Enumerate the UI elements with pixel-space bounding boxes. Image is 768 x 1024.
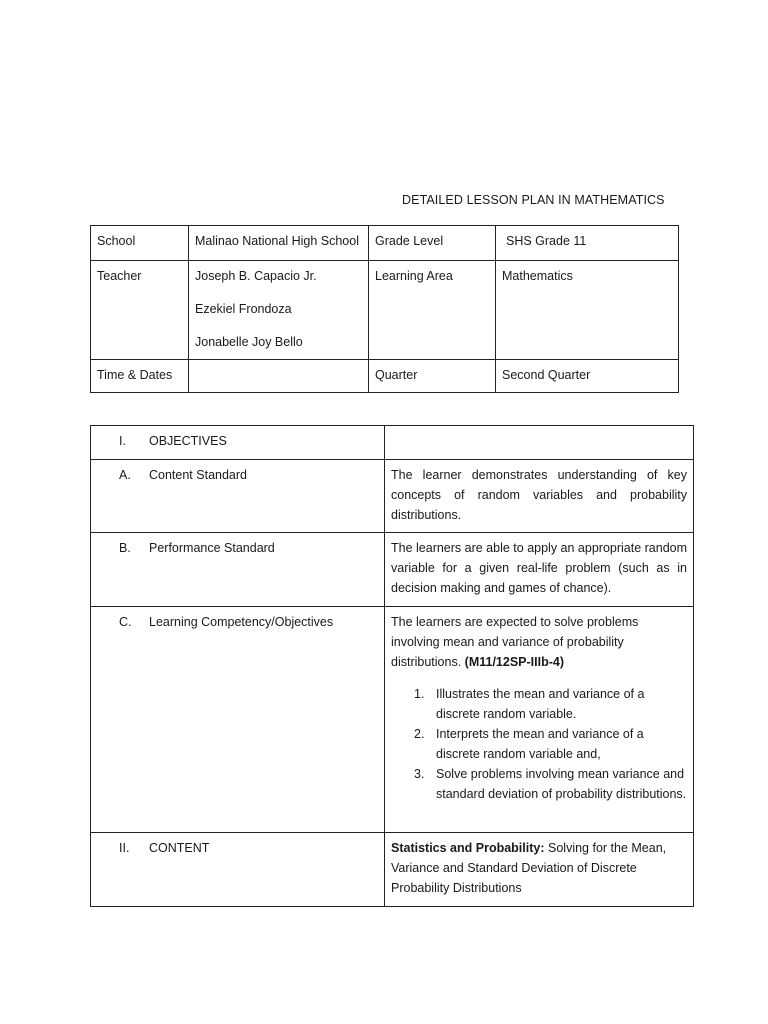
- content-bold-prefix: Statistics and Probability:: [391, 841, 545, 855]
- teacher-name: Joseph B. Capacio Jr.: [195, 269, 317, 283]
- content-standard-label-cell: A. Content Standard: [91, 460, 385, 533]
- school-row: [91, 226, 679, 261]
- competency-row: [91, 607, 694, 833]
- grade-level-label: Grade Level: [369, 226, 496, 261]
- competency-value: [385, 607, 694, 833]
- performance-standard-label: Performance Standard: [149, 541, 275, 555]
- objectives-value: [385, 426, 694, 460]
- performance-standard-value: The learners are able to apply an appropriate random variable for a given real-life problem (such as in decision making and games of chance).: [385, 533, 694, 607]
- grade-level-value: SHS Grade 11: [496, 226, 679, 261]
- learning-area-value: Mathematics: [496, 261, 679, 360]
- teacher-label: Teacher: [91, 261, 189, 360]
- content-label-cell: II. CONTENT: [91, 833, 385, 907]
- quarter-label: Quarter: [369, 360, 496, 393]
- teacher-name: Jonabelle Joy Bello: [195, 335, 303, 349]
- school-info-table: [90, 225, 679, 393]
- competency-label: Learning Competency/Objectives: [149, 615, 334, 629]
- content-text: Solving for the Mean, Variance and Standard Deviation of Discrete Probability Distributions: [391, 841, 667, 895]
- school-label: School: [91, 226, 189, 261]
- competency-list: [391, 684, 687, 804]
- content-row: [91, 833, 694, 907]
- list-item: 1. Illustrates the mean and variance of a discrete random variable.: [414, 687, 645, 721]
- content-label: CONTENT: [149, 841, 210, 855]
- quarter-value: Second Quarter: [496, 360, 679, 393]
- objectives-label-cell: I. OBJECTIVES: [91, 426, 385, 460]
- time-dates-label: Time & Dates: [91, 360, 189, 393]
- content-standard-row: [91, 460, 694, 533]
- competency-code: (M11/12SP-IIIb-4): [464, 655, 565, 669]
- learning-area-label: Learning Area: [369, 261, 496, 360]
- competency-label-cell: C. Learning Competency/Objectives: [91, 607, 385, 833]
- objectives-table: [90, 425, 694, 907]
- teacher-row: [91, 261, 679, 360]
- list-item: 2. Interprets the mean and variance of a discrete random variable and,: [414, 727, 644, 761]
- performance-standard-row: [91, 533, 694, 607]
- competency-intro: The learners are expected to solve problems involving mean and variance of probability distributions.: [391, 615, 639, 669]
- objectives-label: OBJECTIVES: [149, 434, 227, 448]
- performance-standard-label-cell: B. Performance Standard: [91, 533, 385, 607]
- content-standard-value: The learner demonstrates understanding of key concepts of random variables and probability distributions.: [385, 460, 694, 533]
- time-dates-value: [189, 360, 369, 393]
- school-value: Malinao National High School: [189, 226, 369, 261]
- document-title: DETAILED LESSON PLAN IN MATHEMATICS: [402, 193, 665, 207]
- content-standard-label: Content Standard: [149, 468, 247, 482]
- objectives-row: [91, 426, 694, 460]
- time-row: [91, 360, 679, 393]
- list-item: 3. Solve problems involving mean variance and standard deviation of probability distributions.: [414, 767, 687, 801]
- teacher-names: [189, 261, 369, 360]
- content-value: [385, 833, 694, 907]
- teacher-name: Ezekiel Frondoza: [195, 302, 292, 316]
